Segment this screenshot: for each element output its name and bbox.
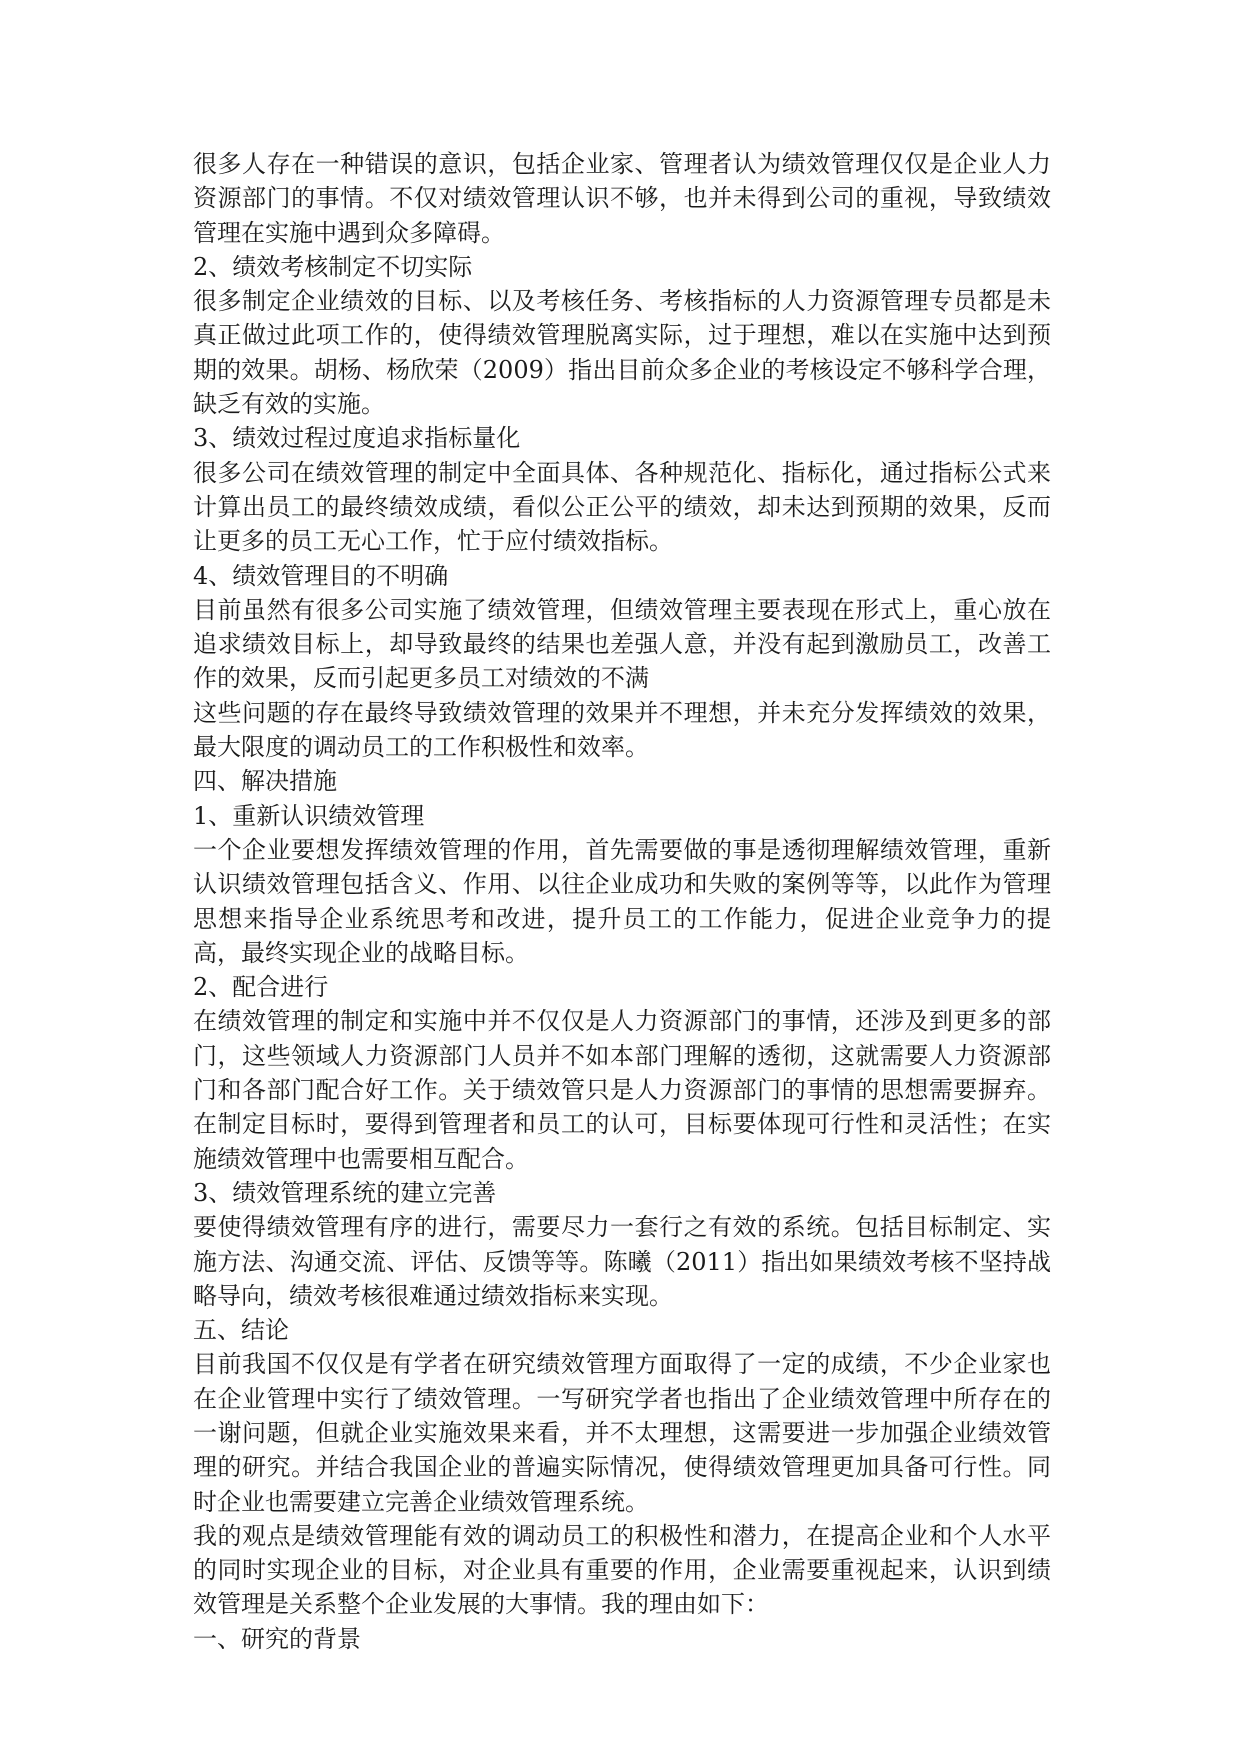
paragraph: 很多制定企业绩效的目标、以及考核任务、考核指标的人力资源管理专员都是未真正做过此项工作的，使得绩效管理脱离实际，过于理想，难以在实施中达到预期的效果。胡杨、杨欣荣（2009）指出目前众多企业的考核设定不够科学合理，缺乏有效的实施。 — [193, 287, 1051, 419]
section-heading: 2、配合进行 — [193, 973, 329, 1002]
paragraph: 我的观点是绩效管理能有效的调动员工的积极性和潜力，在提高企业和个人水平的同时实现企业的目标，对企业具有重要的作用，企业需要重视起来，认识到绩效管理是关系整个企业发展的大事情。我的理由如下： — [193, 1521, 1051, 1619]
section-heading: 4、绩效管理目的不明确 — [193, 561, 449, 590]
paragraph: 很多公司在绩效管理的制定中全面具体、各种规范化、指标化，通过指标公式来计算出员工的最终绩效成绩，看似公正公平的绩效，却未达到预期的效果，反而让更多的员工无心工作，忙于应付绩效指标。 — [193, 458, 1051, 556]
chapter-heading: 五、结论 — [193, 1316, 289, 1345]
paragraph: 目前我国不仅仅是有学者在研究绩效管理方面取得了一定的成绩，不少企业家也在企业管理中实行了绩效管理。一写研究学者也指出了企业绩效管理中所存在的一谢问题，但就企业实施效果来看，并不太理想，这需要进一步加强企业绩效管理的研究。并结合我国企业的普遍实际情况，使得绩效管理更加具备可行性。同时企业也需要建立完善企业绩效管理系统。 — [193, 1350, 1051, 1516]
paragraph: 目前虽然有很多公司实施了绩效管理，但绩效管理主要表现在形式上，重心放在追求绩效目标上，却导致最终的结果也差强人意，并没有起到激励员工，改善工作的效果，反而引起更多员工对绩效的不满 — [193, 595, 1051, 693]
paragraph: 要使得绩效管理有序的进行，需要尽力一套行之有效的系统。包括目标制定、实施方法、沟通交流、评估、反馈等等。陈曦（2011）指出如果绩效考核不坚持战略导向，绩效考核很难通过绩效指标来实现。 — [193, 1213, 1051, 1310]
chapter-heading: 一、研究的背景 — [193, 1624, 361, 1653]
paragraph: 这些问题的存在最终导致绩效管理的效果并不理想，并未充分发挥绩效的效果，最大限度的调动员工的工作积极性和效率。 — [193, 698, 1051, 762]
document-body — [193, 147, 1051, 1656]
chapter-heading: 四、解决措施 — [193, 767, 337, 796]
paragraph: 很多人存在一种错误的意识，包括企业家、管理者认为绩效管理仅仅是企业人力资源部门的事情。不仅对绩效管理认识不够，也并未得到公司的重视，导致绩效管理在实施中遇到众多障碍。 — [193, 150, 1051, 247]
section-heading: 2、绩效考核制定不切实际 — [193, 252, 473, 281]
section-heading: 1、重新认识绩效管理 — [193, 801, 425, 830]
paragraph: 一个企业要想发挥绩效管理的作用，首先需要做的事是透彻理解绩效管理，重新认识绩效管理包括含义、作用、以往企业成功和失败的案例等等，以此作为管理思想来指导企业系统思考和改进，提升员工的工作能力，促进企业竞争力的提高，最终实现企业的战略目标。 — [193, 835, 1051, 967]
section-heading: 3、绩效管理系统的建立完善 — [193, 1178, 497, 1207]
section-heading: 3、绩效过程过度追求指标量化 — [193, 424, 521, 453]
paragraph: 在绩效管理的制定和实施中并不仅仅是人力资源部门的事情，还涉及到更多的部门，这些领域人力资源部门人员并不如本部门理解的透彻，这就需要人力资源部门和各部门配合好工作。关于绩效管只是人力资源部门的事情的思想需要摒弃。在制定目标时，要得到管理者和员工的认可，目标要体现可行性和灵活性；在实施绩效管理中也需要相互配合。 — [193, 1007, 1051, 1173]
